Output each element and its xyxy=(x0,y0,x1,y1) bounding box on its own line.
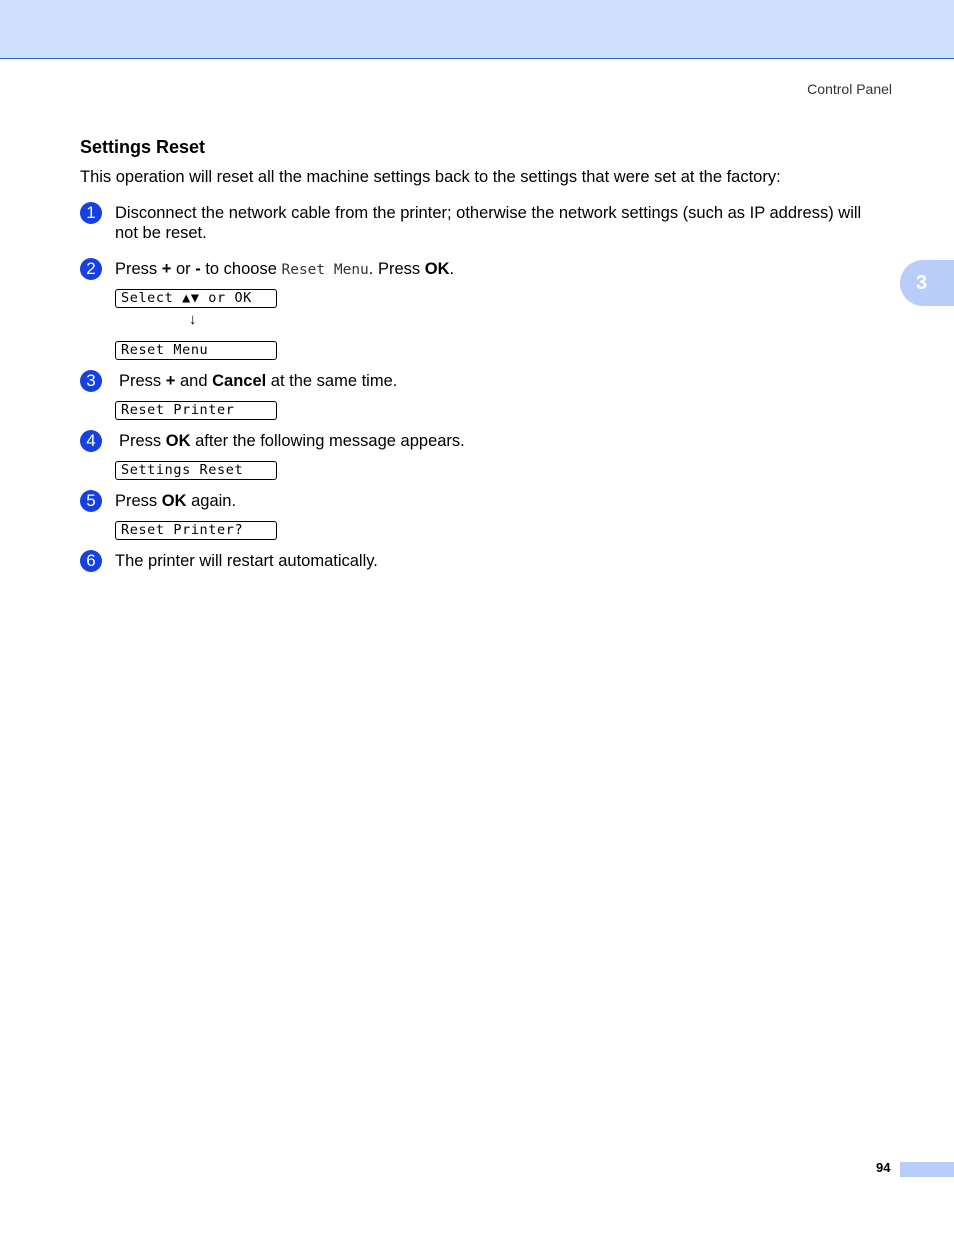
step-2-or: or xyxy=(171,260,196,278)
menu-code: Reset Menu xyxy=(281,262,369,278)
step-6-text: The printer will restart automatically. xyxy=(115,552,378,570)
step-2-badge: 2 xyxy=(80,258,102,280)
page-number-band xyxy=(900,1162,954,1177)
running-header: Control Panel xyxy=(807,81,892,97)
section-title: Settings Reset xyxy=(80,137,206,157)
step-4-pre: Press xyxy=(119,432,166,450)
step-5-text xyxy=(115,491,905,511)
step-5-badge: 5 xyxy=(80,490,102,512)
step-6-badge: 6 xyxy=(80,550,102,572)
ok-key: OK xyxy=(165,432,191,450)
step-1-text xyxy=(115,203,905,243)
step-3-and: and xyxy=(175,372,213,390)
page-number: 94 xyxy=(876,1160,891,1175)
intro-paragraph: This operation will reset all the machine settings back to the settings that were set at the factory: xyxy=(80,168,781,186)
step-5-end: again. xyxy=(186,492,237,510)
step-2-text xyxy=(115,259,905,280)
minus-key: - xyxy=(195,260,201,278)
plus-key: + xyxy=(165,372,176,390)
step-4-badge: 4 xyxy=(80,430,102,452)
ok-key: OK xyxy=(424,260,450,278)
lcd-settings-reset: Settings Reset xyxy=(115,461,277,480)
lcd-select: Select ▲▼ or OK xyxy=(115,289,277,308)
chapter-tab xyxy=(900,260,954,306)
ok-key: OK xyxy=(161,492,187,510)
step-1-badge: 1 xyxy=(80,202,102,224)
step-1-line-1: Disconnect the network cable from the printer; otherwise the network settings (such as IP address) will xyxy=(115,204,862,222)
step-2-end: . xyxy=(449,260,455,278)
top-header-band xyxy=(0,0,954,59)
step-3-badge: 3 xyxy=(80,370,102,392)
step-2-press: . Press xyxy=(368,260,425,278)
down-arrow-icon: ↓ xyxy=(189,311,197,328)
step-4-end: after the following message appears. xyxy=(190,432,465,450)
step-2-to-choose: to choose xyxy=(200,260,282,278)
step-4-text xyxy=(119,431,909,451)
lcd-reset-menu: Reset Menu xyxy=(115,341,277,360)
lcd-reset-printer-confirm: Reset Printer? xyxy=(115,521,277,540)
lcd-reset-printer: Reset Printer xyxy=(115,401,277,420)
step-1-line-2: not be reset. xyxy=(115,224,207,242)
step-5-pre: Press xyxy=(115,492,162,510)
step-3-pre: Press xyxy=(119,372,166,390)
cancel-key: Cancel xyxy=(212,372,267,390)
chapter-number: 3 xyxy=(916,271,928,294)
step-3-end: at the same time. xyxy=(266,372,398,390)
step-2-pre: Press xyxy=(115,260,162,278)
plus-key: + xyxy=(161,260,172,278)
step-3-text xyxy=(119,371,909,391)
